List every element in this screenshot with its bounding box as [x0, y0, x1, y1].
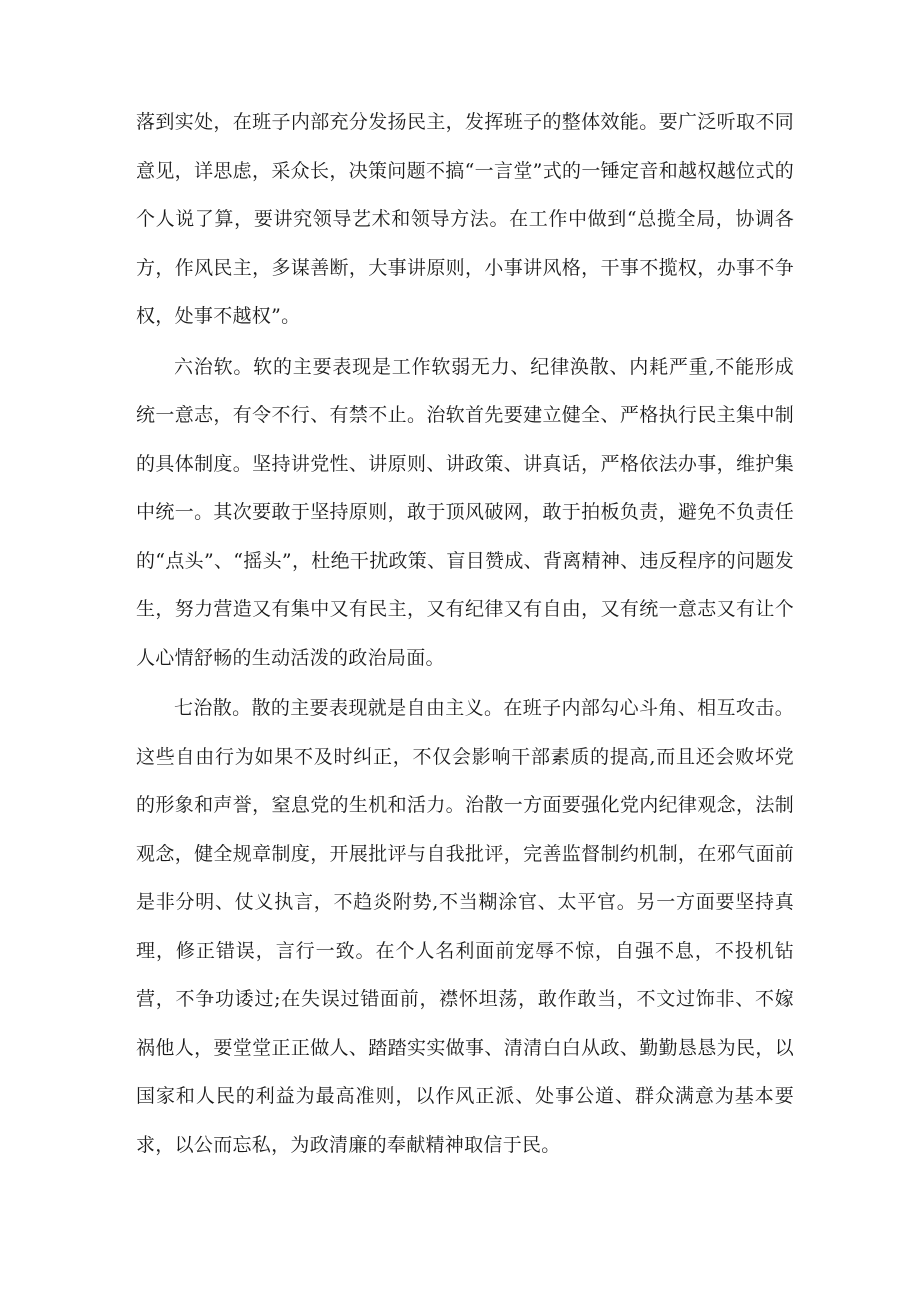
document-page	[136, 98, 794, 1169]
paragraph-seven-zhi-san: 七治散。散的主要表现就是自由主义。在班子内部勾心斗角、相互攻击。这些自由行为如果不及时纠正，不仅会影响干部素质的提高,而且还会败坏党的形象和声誉，窒息党的生机和活力。治散一方面要强化党内纪律观念，法制观念，健全规章制度，开展批评与自我批评，完善监督制约机制，在邪气面前是非分明、仗义执言，不趋炎附势,不当糊涂官、太平官。另一方面要坚持真理，修正错误，言行一致。在个人名利面前宠辱不惊，自强不息，不投机钻营，不争功诿过;在失误过错面前，襟怀坦荡，敢作敢当，不文过饰非、不嫁祸他人，要堂堂正正做人、踏踏实实做事、清清白白从政、勤勤恳恳为民，以国家和人民的利益为最高准则，以作风正派、处事公道、群众满意为基本要求，以公而忘私，为政清廉的奉献精神取信于民。	[136, 697, 794, 1156]
paragraph-six-zhi-ruan: 六治软。软的主要表现是工作软弱无力、纪律涣散、内耗严重,不能形成统一意志，有令不行、有禁不止。治软首先要建立健全、严格执行民主集中制的具体制度。坚持讲党性、讲原则、讲政策、讲真话，严格依法办事，维护集中统一。其次要敢于坚持原则，敢于顶风破网，敢于拍板负责，避免不负责任的“点头”、“摇头”，杜绝干扰政策、盲目赞成、背离精神、违反程序的问题发生，努力营造又有集中又有民主，又有纪律又有自由，又有统一意志又有让个人心情舒畅的生动活泼的政治局面。	[136, 355, 794, 669]
paragraph-continuation: 落到实处，在班子内部充分发扬民主，发挥班子的整体效能。要广泛听取不同意见，详思虑，采众长，决策问题不搞“一言堂”式的一锤定音和越权越位式的个人说了算，要讲究领导艺术和领导方法。在工作中做到“总揽全局，协调各方，作风民主，多谋善断，大事讲原则，小事讲风格，干事不揽权，办事不争权，处事不越权”。	[136, 111, 794, 327]
